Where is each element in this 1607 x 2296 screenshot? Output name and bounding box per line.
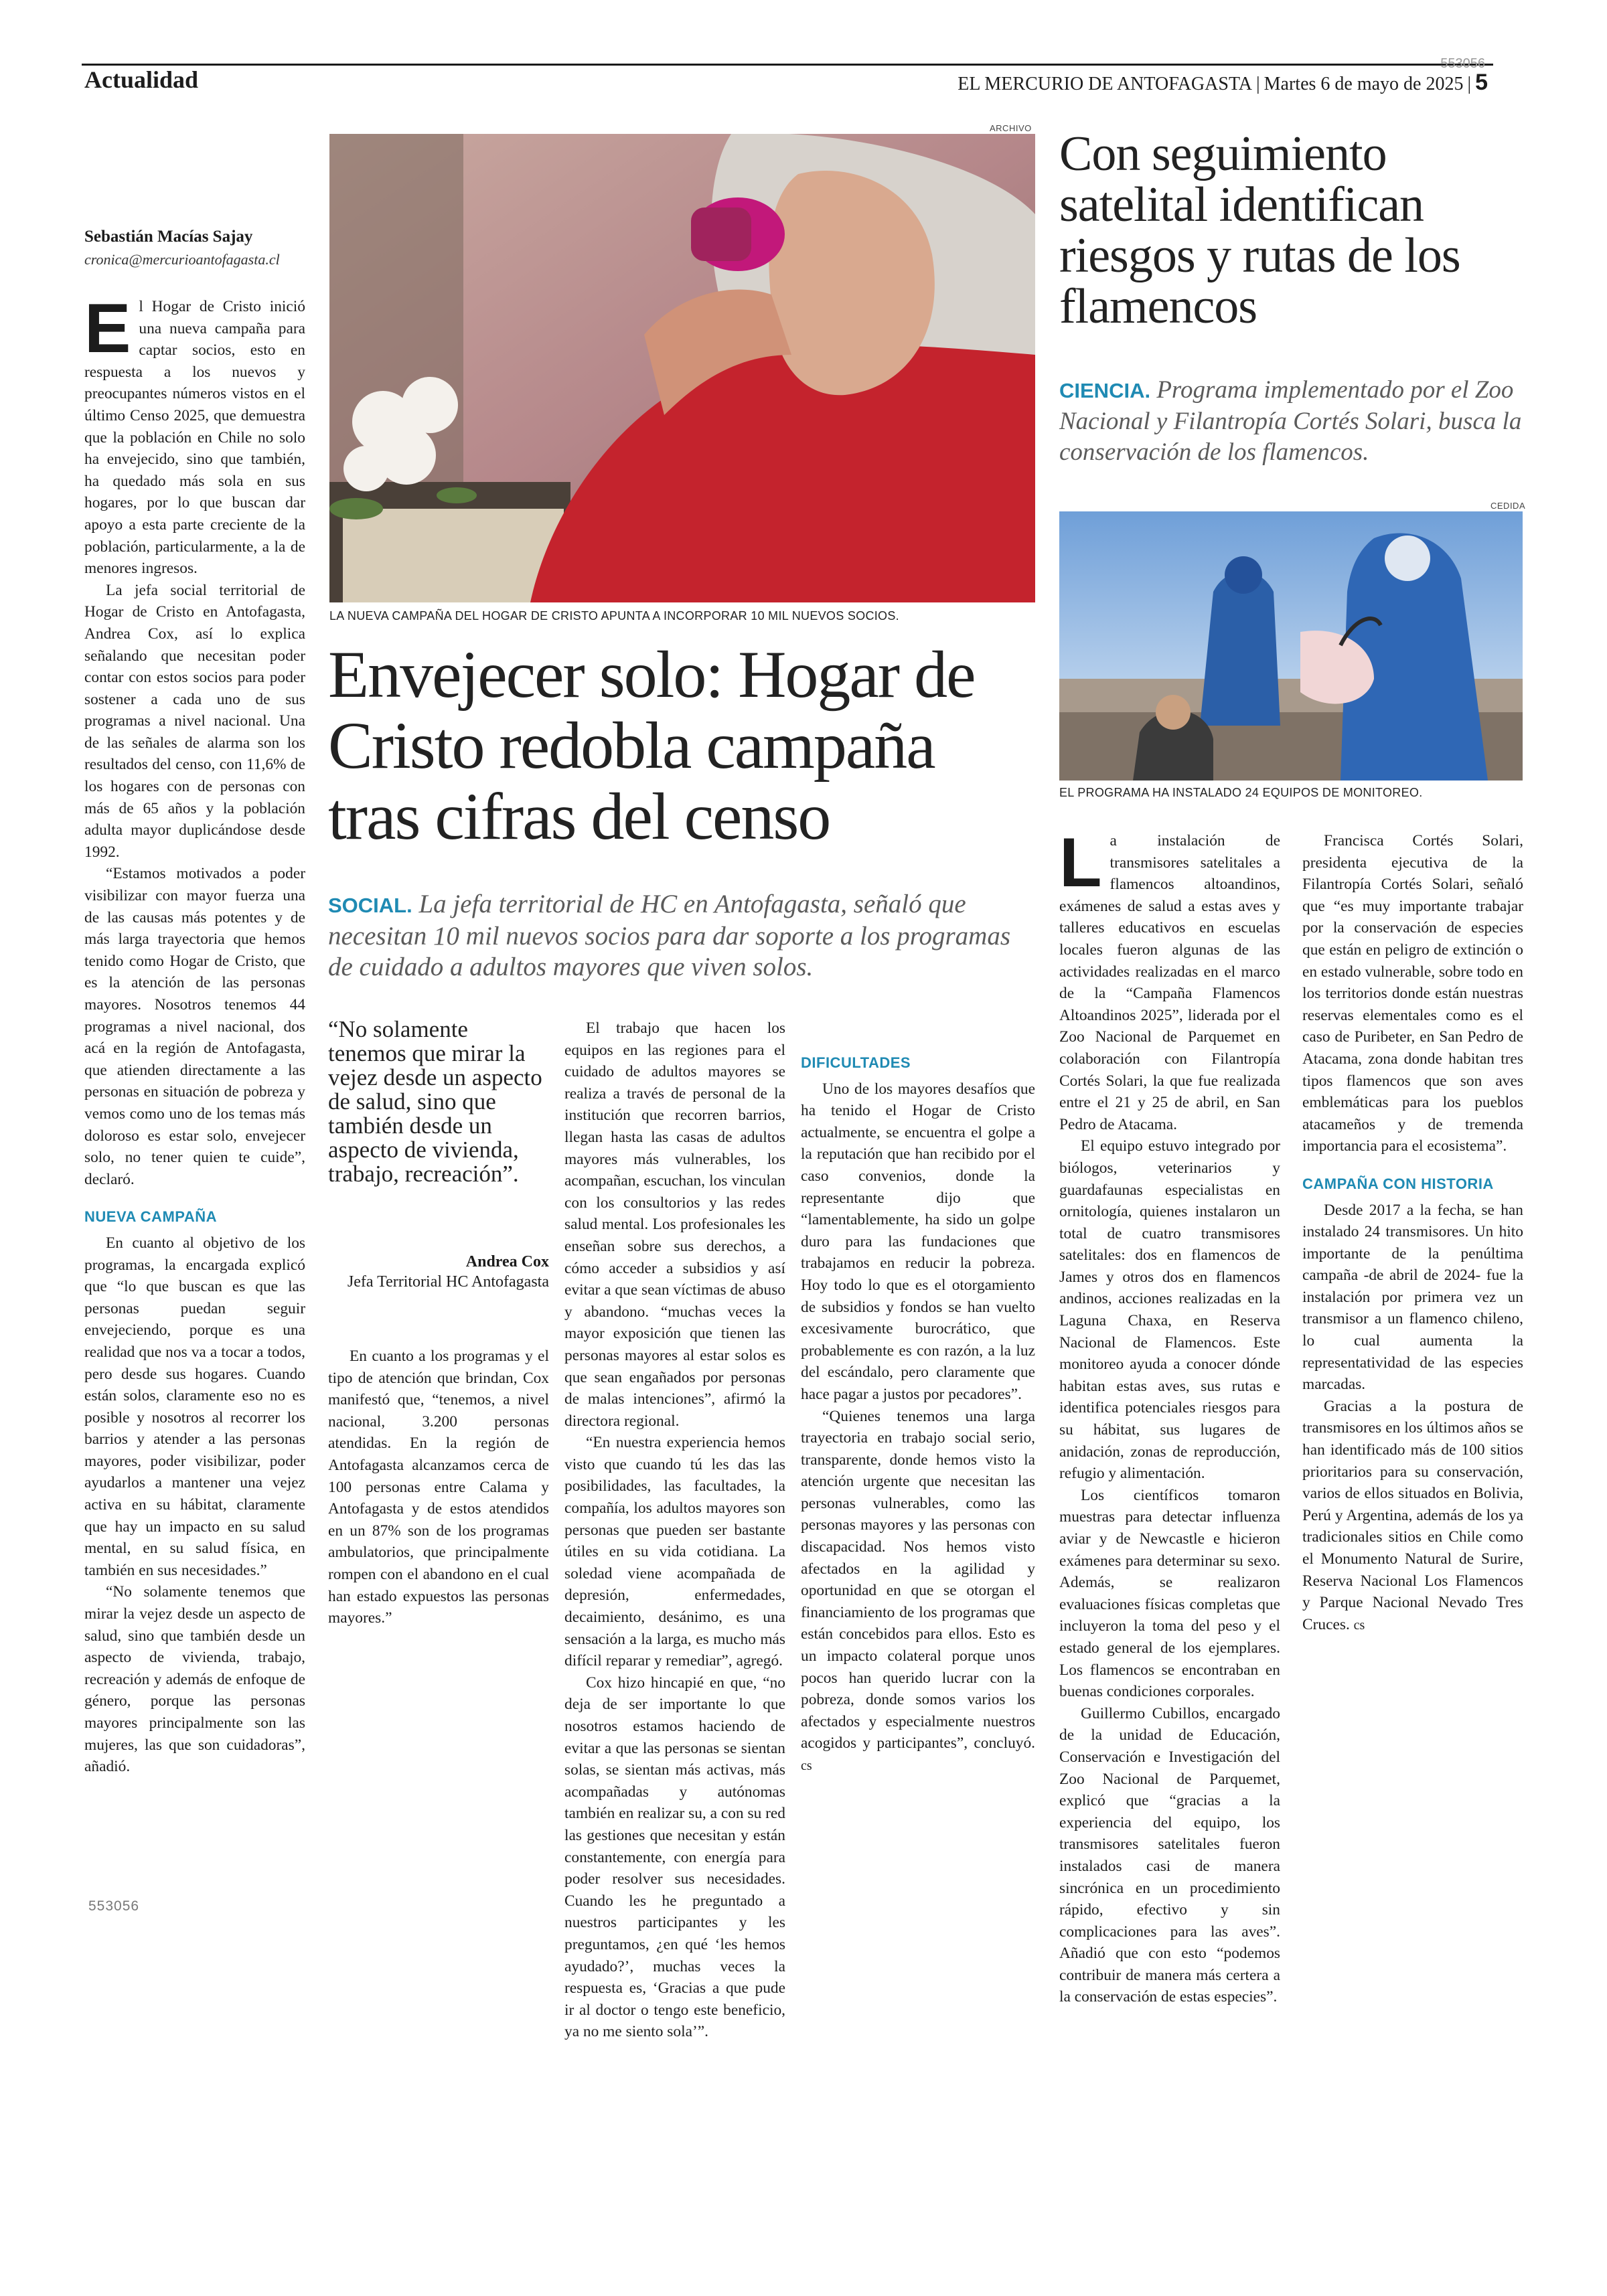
paragraph xyxy=(801,1406,1035,1777)
lead-article2 xyxy=(1059,375,1535,468)
paragraph: “No solamente tenemos que mirar la vejez desde un aspecto de salud, sino que también desde un aspecto de vivienda, trabajo, recreación y además de enfoque de género, porque las personas mayores principalmente son las mujeres, las que son cuidadoras”, añadió. xyxy=(84,1583,305,1776)
paragraph-text: Gracias a la postura de transmisores en los últimos años se han identificado más de 100 sitios prioritarios para su conservación, varios de ellos situados en Bolivia, Perú y Argentina, además de los ya tradicionales sitios en Chile como el Monumento Natural de Surire, Reserva Nacional Los Flamencos y Parque Nacional Nevado Tres Cruces. xyxy=(1302,1397,1523,1633)
lead xyxy=(328,889,1038,983)
end-mark: cs xyxy=(1353,1617,1365,1633)
quote-attribution xyxy=(328,1252,549,1292)
lead-text: La jefa territorial de HC en Antofagasta, señaló que necesitan 10 mil nuevos socios para dar soporte a los programas de cuidado a adultos mayores que viven solos. xyxy=(328,890,1011,981)
paragraph: Desde 2017 a la fecha, se han instalado 24 transmisores. Un hito importante de la penúltima campaña -de abril de 2024- fue la instalación por primera vez un transmisor a un flamenco chileno, lo cual aumenta la representatividad de las especies marcadas. xyxy=(1302,1201,1523,1394)
photo-credit-article2: CEDIDA xyxy=(1490,501,1526,511)
paragraph: La jefa social territorial de Hogar de Cristo en Antofagasta, Andrea Cox, así lo explica señalando que necesitan poder contar con estos socios para poder sostener a cada uno de sus programas a nivel nacional. Una de las señales de alarma son los resultados del censo, con 11,6% de los hogares con de personas con más de 65 años y la población adulta mayor duplicándose desde 1992. xyxy=(84,581,305,861)
page-code-bottom: 553056 xyxy=(88,1898,140,1914)
page-number: 5 xyxy=(1475,70,1488,95)
section-name: Actualidad xyxy=(84,66,199,93)
article1-column-4 xyxy=(801,1017,1035,1777)
article1-column-3 xyxy=(564,1017,785,2043)
lead-text-article2: Programa implementado por el Zoo Nacional y Filantropía Cortés Solari, busca la conservación de los flamencos. xyxy=(1059,376,1522,466)
article2-column-1 xyxy=(1059,824,1280,2008)
paragraph: En cuanto a los programas y el tipo de atención que brindan, Cox manifestó que, “tenemos, a nivel nacional, 3.200 personas atendidas. En la región de Antofagasta alcanzamos cerca de 100 personas entre Calama y Antofagasta y de estos atendidos en un 87% son de los programas ambulatorios, que principalmente rompen con el abandono en el cual han estado expuestos las personas mayores.” xyxy=(328,1347,549,1627)
paragraph: a instalación de transmisores satelitales a flamencos altoandinos, exámenes de salud a estas aves y talleres educativos en escuelas locales fueron algunas de las actividades realizadas en el marco de la “Campaña Flamencos Altoandinos 2025”, liderada por el Zoo Nacional de Parquemet en colaboración con Filantropía Cortés Solari, la que fue realizada entre el 21 y 25 de abril, en San Pedro de Atacama. xyxy=(1059,832,1280,1133)
paragraph: El equipo estuvo integrado por biólogos, veterinarios y guardafaunas especialistas en ornitología, quienes instalaron un total de cuatro transmisores satelitales: dos en flamencos de James y otros dos en flamencos andinos, acciones realizadas en la Laguna Chaxa, en Reserva Nacional de Flamencos. Este monitoreo ayuda a conocer dónde habitan estas aves, sus rutas e identifica potenciales riesgos para su hábitat, sus lugares de anidación, zonas de reproducción, refugio y alimentación. xyxy=(1059,1137,1280,1483)
quote-author: Andrea Cox xyxy=(465,1253,549,1270)
dropcap-article2: L xyxy=(1059,824,1102,902)
elderly-woman-drinking-photo xyxy=(329,134,1035,602)
photo-caption-article2: EL PROGRAMA HA INSTALADO 24 EQUIPOS DE MONITOREO. xyxy=(1059,786,1423,799)
photo-credit: ARCHIVO xyxy=(990,123,1032,133)
flamingo-monitoring-photo xyxy=(1059,511,1523,781)
headline: Envejecer solo: Hogar de Cristo redobla campaña tras cifras del censo xyxy=(328,637,975,853)
paragraph xyxy=(1302,1396,1523,1637)
masthead: EL MERCURIO DE ANTOFAGASTA | Martes 6 de mayo de 2025 | 5 xyxy=(958,70,1488,95)
photo-caption: LA NUEVA CAMPAÑA DEL HOGAR DE CRISTO APUNTA A INCORPORAR 10 MIL NUEVOS SOCIOS. xyxy=(329,609,899,623)
kicker-article2: CIENCIA. xyxy=(1059,379,1151,402)
subheading: DIFICULTADES xyxy=(801,1054,911,1071)
byline: Sebastián Macías Sajay xyxy=(84,228,253,246)
article1-column-1 xyxy=(84,290,305,1778)
paragraph-text: “Quienes tenemos una larga trayectoria en trabajo social serio, transparente, donde hemos visto la atención urgente que necesitan las personas vulnerables, como las personas mayores y las personas con discapacidad. Nos hemos visto afectados en la agilidad y oportunidad en que se otorgan el financiamiento de los programas que están concebidos para ellos. Esto es un impacto colateral porque unos pocos han querido lucrar con la pobreza, donde somos varios los afectados y especialmente nuestros acogidos y participantes”, concluyó. xyxy=(801,1407,1035,1752)
dropcap: E xyxy=(84,290,131,367)
paragraph: En cuanto al objetivo de los programas, la encargada explicó que “lo que buscan es que las personas puedan seguir envejeciendo, porque es una realidad que nos va a tocar a todos, pero desde sus hogares. Cuando están solos, claramente eso no es posible y nosotros al recorrer los barrios y atender a las personas mayores, poder visibilizar, poder ayudarlos a mantener una vejez activa en su hábitat, claramente que hay un impacto en su salud mental, en su salud física, en también en sus necesidades.” xyxy=(84,1234,305,1579)
article1-column-2 xyxy=(328,1345,549,1629)
paragraph: Francisca Cortés Solari, presidenta ejecutiva de la Filantropía Cortés Solari, señaló que “es muy importante trabajar por la conservación de especies que están en peligro de extinción o en estado vulnerable, sobre todo en los territorios donde están nuestras reservas elementales como es el caso de Puribeter, en San Pedro de Atacama, zona donde habitan tres tipos flamencos que son aves emblemáticas para los pueblos atacameños y de tremenda importancia para el ecosistema”. xyxy=(1302,832,1523,1155)
quote-role: Jefa Territorial HC Antofagasta xyxy=(347,1273,549,1291)
author-email: cronica@mercurioantofagasta.cl xyxy=(84,251,280,268)
article2-column-2 xyxy=(1302,830,1523,1636)
paragraph: Los científicos tomaron muestras para detectar influenza aviar y de Newcastle e hicieron exámenes para determinar su sexo. Además, se realizaron evaluaciones físicas completas que incluyeron la toma del peso y el estado general de los ejemplares. Los flamencos se encontraban en buenas condiciones corporales. xyxy=(1059,1486,1280,1701)
paragraph: Guillermo Cubillos, encargado de la unidad de Educación, Conservación e Investigación del Zoo Nacional de Parquemet, explicó que “gracias a la experiencia del equipo, los transmisores satelitales fueron instalados casi de manera sincrónica en un procedimiento rápido, efectivo y sin complicaciones para las aves”. Añadió que con esto “podemos contribuir de manera más certera a la conservación de estas especies”. xyxy=(1059,1704,1280,2006)
kicker: SOCIAL. xyxy=(328,894,412,917)
subheading: NUEVA CAMPAÑA xyxy=(84,1208,217,1226)
paragraph: “En nuestra experiencia hemos visto que cuando tú les das las posibilidades, las facultades, la compañía, los adultos mayores son personas que pueden ser bastante útiles en su vida cotidiana. La soledad viene acompañada de depresión, enfermedades, decaimiento, desánimo, es una sensación a la larga, es mucho más difícil reparar y remediar”, agregó. xyxy=(564,1434,785,1670)
paragraph: Cox hizo hincapié en que, “no deja de ser importante lo que nosotros estamos haciendo de evitar a que las personas se sientan solas, se sientan más activas, más acompañadas y autónomas también en realizar su, a con su red las gestiones que necesitan y están constantemente, con energía para poder resolver sus necesidades. Cuando les he preguntado a nuestros participantes y les preguntamos, ¿en qué ‘les hemos ayudado?’, muchas veces la respuesta es, ‘Gracias a que pude ir al doctor o tengo este beneficio, ya no me siento sola’”. xyxy=(564,1673,785,2041)
header-rule xyxy=(82,64,1493,66)
paragraph: l Hogar de Cristo inició una nueva campaña para captar socios, esto en respuesta a los nuevos y preocupantes números vistos en el último Censo 2025, que demuestra que la población en Chile no solo ha envejecido, sino que también, ha quedado más sola en sus hogares, por lo que buscan dar apoyo a esta parte creciente de la población, particularmente, a la de menores ingresos. xyxy=(84,298,305,578)
newspaper-name: EL MERCURIO DE ANTOFAGASTA xyxy=(958,74,1253,94)
paragraph: “Estamos motivados a poder visibilizar con mayor fuerza una de las causas más potentes y de más larga trayectoria que hemos tenido como Hogar de Cristo, que es la atención de las personas mayores. Nosotros tenemos 44 programas a nivel nacional, dos acá en la región de Antofagasta, que atienden directamente a las personas en situación de pobreza y vemos como uno de los temas más doloroso es estar solo, envejecer solo, no tener quien te cuide”, declaró. xyxy=(84,865,305,1188)
paragraph: Uno de los mayores desafíos que ha tenido el Hogar de Cristo actualmente, se encuentra el golpe a la reputación que han recibido por el caso convenios, donde la representante dijo que “lamentablemente, ha sido un golpe duro para las fundaciones que trabajamos en reducir la pobreza. Hoy todo lo que es el otorgamiento de subsidios y fondos se han vuelto excesivamente burocrático, que probablemente es con razón, a la luz del escándalo, pero claramente que hace pagar a justos por pecadores”. xyxy=(801,1080,1035,1403)
headline-article2: Con seguimiento satelital identifican riesgos y rutas de los flamencos xyxy=(1059,127,1460,334)
subheading-article2: CAMPAÑA CON HISTORIA xyxy=(1302,1175,1494,1192)
issue-date: Martes 6 de mayo de 2025 xyxy=(1264,74,1464,94)
paragraph: El trabajo que hacen los equipos en las regiones para el cuidado de adultos mayores se realiza a través de personal de la institución que recorren barrios, llegan hasta las casas de adultos mayores más vulnerables, los acompañan, escuchan, los vinculan con los consultorios y las redes salud mental. Los profesionales les enseñan sobre sus derechos, a cómo acceder a subsidios y así evitar a que sean víctimas de abuso y abandono. “muchas veces la mayor exposición que tienen las personas mayores al estar solos es que sean engañados por personas de malas intenciones”, afirmó la directora regional. xyxy=(564,1019,785,1430)
end-mark: cs xyxy=(801,1758,812,1773)
page-code-top: 553056 xyxy=(1440,56,1485,71)
pull-quote: “No solamente tenemos que mirar la vejez desde un aspecto de salud, sino que también desde un aspecto de vivienda, trabajo, recreación”. xyxy=(328,1016,542,1187)
